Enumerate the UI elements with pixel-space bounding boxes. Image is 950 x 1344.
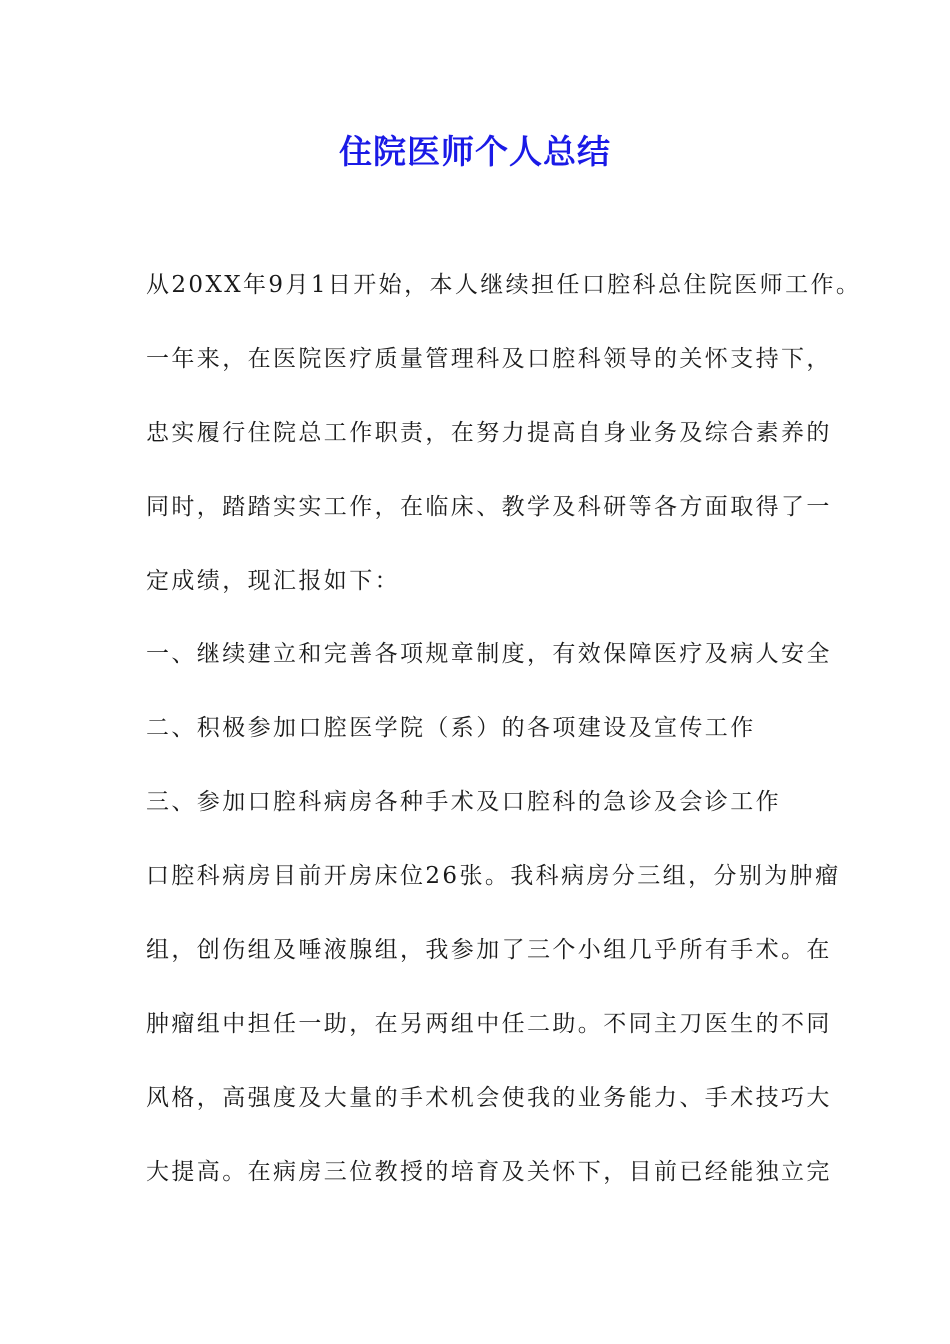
paragraph-line: 风格，高强度及大量的手术机会使我的业务能力、手术技巧大 [146,1084,832,1111]
paragraph-line: 同时，踏踏实实工作，在临床、教学及科研等各方面取得了一 [146,493,832,520]
document-body [146,262,862,1223]
paragraph-line: 肿瘤组中担任一助，在另两组中任二助。不同主刀医生的不同 [146,1010,832,1037]
paragraph-line: 大提高。在病房三位教授的培育及关怀下，目前已经能独立完 [146,1158,832,1185]
paragraph-line: 忠实履行住院总工作职责，在努力提高自身业务及综合素养的 [146,419,832,446]
paragraph-line: 从20XX年9月1日开始，本人继续担任口腔科总住院医师工作。 [146,272,862,298]
paragraph-line: 口腔科病房目前开房床位26张。我科病房分三组，分别为肿瘤 [146,863,841,890]
paragraph-line: 定成绩，现汇报如下： [146,567,400,594]
document-title: 住院医师个人总结 [339,132,611,171]
section-heading: 一、继续建立和完善各项规章制度，有效保障医疗及病人安全 [146,641,832,668]
paragraph-line: 组，创伤组及唾液腺组，我参加了三个小组几乎所有手术。在 [146,937,832,964]
paragraph-line: 一年来，在医院医疗质量管理科及口腔科领导的关怀支持下， [146,345,832,372]
section-heading: 三、参加口腔科病房各种手术及口腔科的急诊及会诊工作 [146,789,781,816]
section-heading: 二、积极参加口腔医学院（系）的各项建设及宣传工作 [146,715,756,742]
